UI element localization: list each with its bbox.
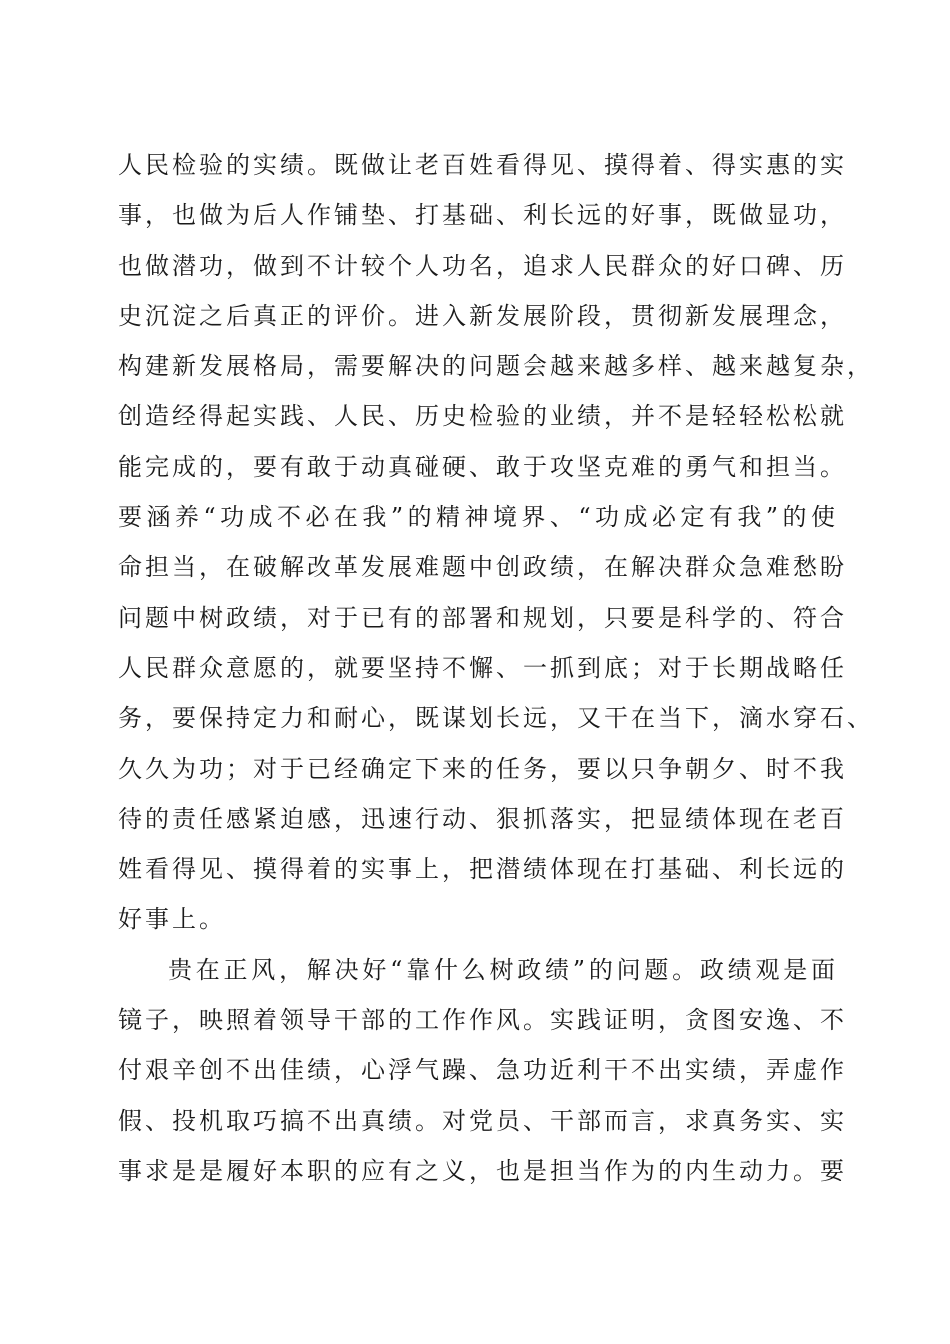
- paragraph-end-line: 好事上。: [118, 905, 226, 934]
- text-line: 命担当，在破解改革发展难题中创政绩，在解决群众急难愁盼: [118, 553, 847, 582]
- text-line: 史沉淀之后真正的评价。进入新发展阶段，贯彻新发展理念，: [118, 301, 847, 330]
- text-line: 务，要保持定力和耐心，既谋划长远，又干在当下，滴水穿石、: [118, 704, 874, 733]
- text-line: 待的责任感紧迫感，迅速行动、狠抓落实，把显绩体现在老百: [118, 804, 847, 833]
- text-line: 构建新发展格局，需要解决的问题会越来越多样、越来越复杂，: [118, 352, 874, 381]
- text-line: 假、投机取巧搞不出真绩。对党员、干部而言，求真务实、实: [118, 1106, 847, 1135]
- body-text: [118, 140, 874, 1196]
- text-line: 镜子，映照着领导干部的工作作风。实践证明，贪图安逸、不: [118, 1006, 847, 1035]
- text-line: 人民群众意愿的，就要坚持不懈、一抓到底；对于长期战略任: [118, 653, 847, 682]
- text-line: 要涵养“功成不必在我”的精神境界、“功成必定有我”的使: [118, 503, 838, 532]
- text-line: 能完成的，要有敢于动真碰硬、敢于攻坚克难的勇气和担当。: [118, 452, 847, 481]
- text-line: 问题中树政绩，对于已有的部署和规划，只要是科学的、符合: [118, 603, 847, 632]
- text-line: 也做潜功，做到不计较个人功名，追求人民群众的好口碑、历: [118, 251, 847, 280]
- text-line: 创造经得起实践、人民、历史检验的业绩，并不是轻轻松松就: [118, 402, 847, 431]
- paragraph-start-line: 贵在正风，解决好“靠什么树政绩”的问题。政绩观是面: [168, 955, 838, 984]
- text-line: 人民检验的实绩。既做让老百姓看得见、摸得着、得实惠的实: [118, 151, 847, 179]
- text-line: 姓看得见、摸得着的实事上，把潜绩体现在打基础、利长远的: [118, 855, 847, 884]
- text-line: 付艰辛创不出佳绩，心浮气躁、急功近利干不出实绩，弄虚作: [118, 1056, 847, 1085]
- text-line: 事，也做为后人作铺垫、打基础、利长远的好事，既做显功，: [118, 201, 847, 230]
- text-line: 事求是是履好本职的应有之义，也是担当作为的内生动力。要: [118, 1156, 847, 1185]
- text-line: 久久为功；对于已经确定下来的任务，要以只争朝夕、时不我: [118, 754, 847, 783]
